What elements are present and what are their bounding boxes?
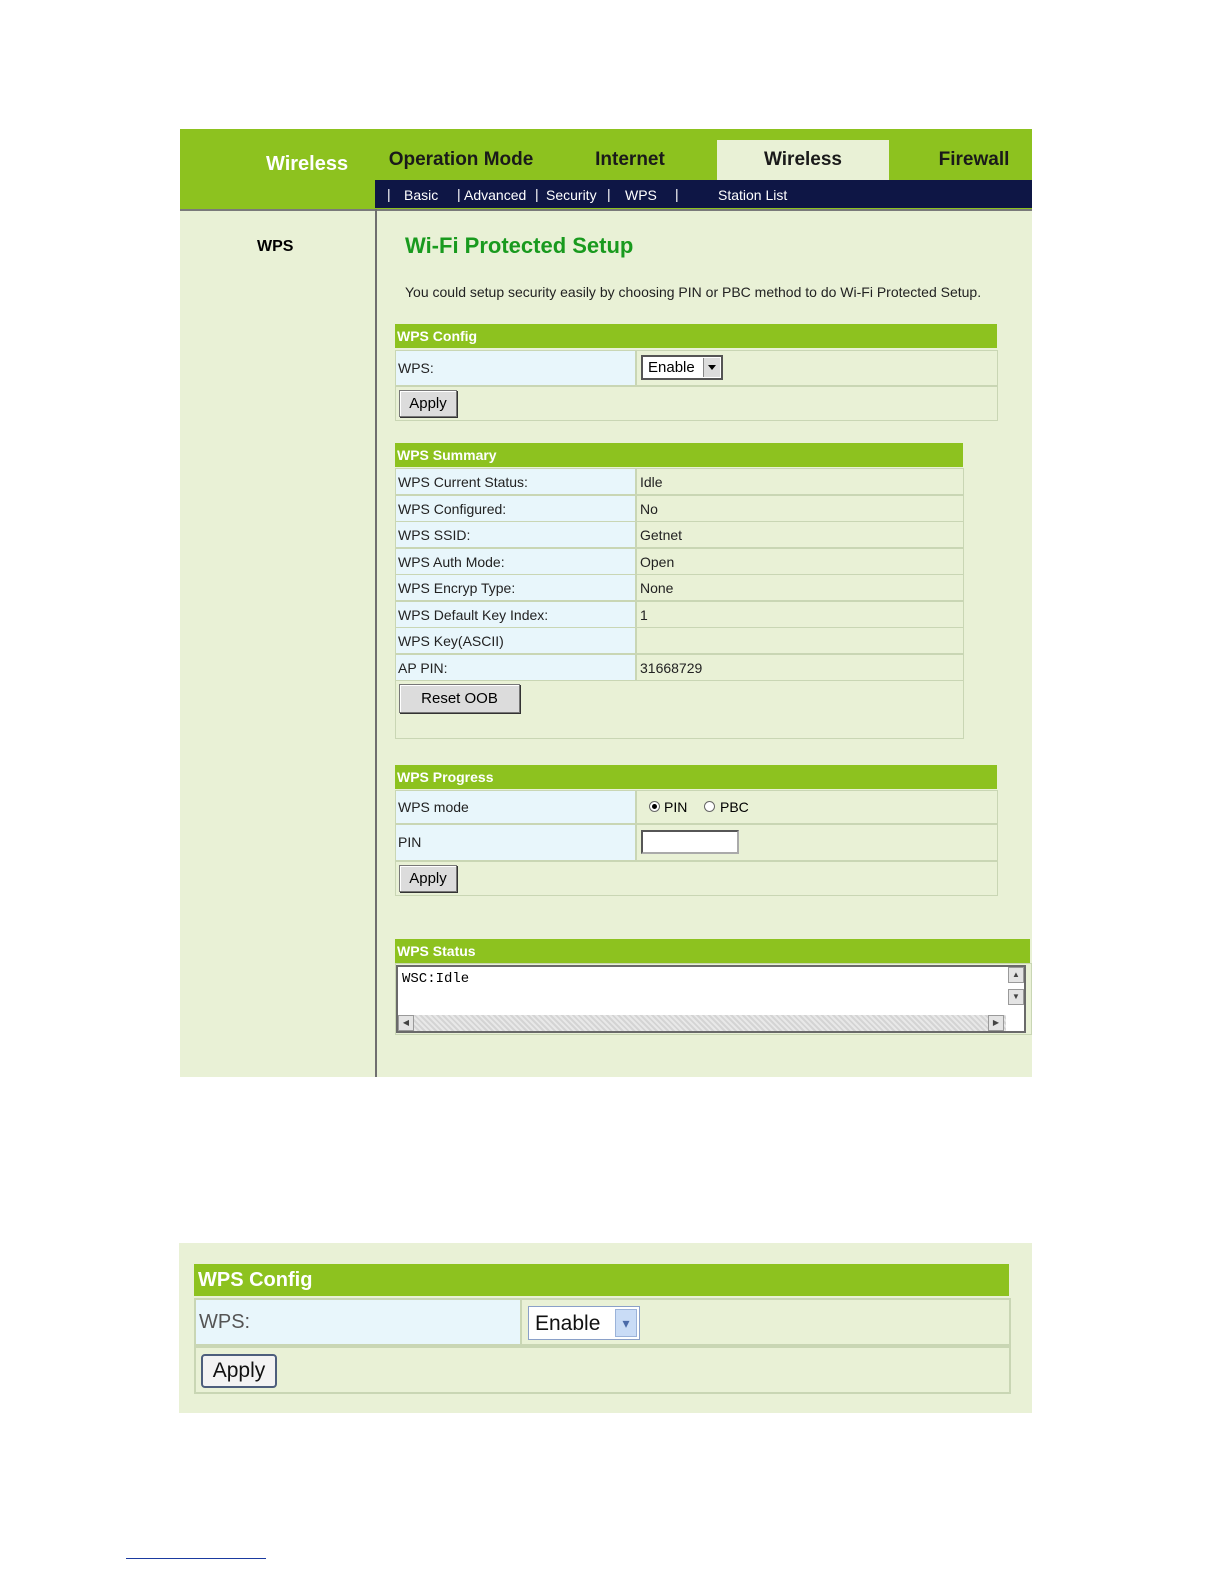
summary-label: WPS Auth Mode: [396,549,637,574]
pin-radio[interactable] [649,801,660,812]
summary-value [637,628,963,653]
header-divider [180,209,1032,211]
horizontal-scrollbar[interactable] [398,1015,1006,1031]
wps-config-apply-row [395,386,998,421]
subnav-separator: | [607,186,611,202]
tab-firewall[interactable]: Firewall [938,149,1010,170]
pin-label: PIN [396,825,637,860]
top-navigation-bar [180,129,1032,209]
zoomed-wps-enable-value: Enable [535,1312,601,1335]
summary-value: None [640,580,674,596]
scroll-up-icon[interactable]: ▲ [1008,967,1024,983]
wps-progress-header: WPS Progress [395,765,997,789]
table-row [395,654,964,681]
zoomed-wps-enable-select[interactable] [528,1306,640,1340]
zoomed-wps-enable-row [194,1298,1011,1346]
wps-enable-row [395,350,998,386]
pin-radio-label: PIN [664,799,688,815]
subnav-separator: | [535,186,539,202]
summary-value: Idle [640,474,663,490]
sub-navigation [375,180,1032,208]
summary-value: Open [640,554,675,570]
sidebar-divider [375,209,377,1077]
table-row [395,495,964,522]
zoomed-wps-config-header: WPS Config [194,1264,1009,1296]
scroll-left-icon[interactable]: ◀ [398,1015,414,1031]
wps-config-header: WPS Config [395,324,997,348]
pin-row [395,824,998,861]
scroll-down-icon[interactable]: ▼ [1008,989,1024,1005]
zoomed-apply-button[interactable]: Apply [201,1354,277,1388]
table-row [395,468,964,495]
pin-input[interactable] [641,830,739,854]
summary-label: WPS Default Key Index: [396,602,637,627]
summary-label: WPS Configured: [396,496,637,521]
subnav-separator: | [457,186,461,202]
wps-summary-header: WPS Summary [395,443,963,467]
subnav-separator: | [675,186,679,202]
footnote-divider [126,1558,266,1559]
table-row [395,627,964,654]
wps-label: WPS: [396,351,637,385]
reset-oob-row [395,680,964,739]
scroll-right-icon[interactable]: ▶ [988,1015,1004,1031]
tab-operation-mode[interactable]: Operation Mode [388,149,534,170]
wps-status-textarea[interactable] [396,965,1026,1033]
chevron-down-icon [703,358,720,377]
wps-status-text: WSC:Idle [402,971,470,987]
table-row [395,548,964,575]
wps-mode-label: WPS mode [396,791,637,823]
wps-enable-select[interactable] [641,355,723,380]
summary-label: WPS Key(ASCII) [396,628,637,653]
zoomed-wps-label: WPS: [196,1300,522,1344]
subnav-station-list[interactable]: Station List [718,187,788,203]
subnav-wps[interactable]: WPS [625,187,657,203]
summary-label: WPS Current Status: [396,469,637,494]
subnav-basic[interactable]: Basic [404,187,439,203]
section-title: Wireless [266,153,349,175]
pbc-radio-label: PBC [720,799,749,815]
table-row [395,601,964,628]
page-title: Wi-Fi Protected Setup [405,233,634,258]
pbc-radio[interactable] [704,801,715,812]
wps-progress-apply-button[interactable]: Apply [399,865,457,892]
tab-wireless[interactable]: Wireless [717,140,889,180]
zoomed-apply-row [194,1346,1011,1394]
summary-value: Getnet [640,527,683,543]
wps-config-apply-button[interactable]: Apply [399,390,457,417]
reset-oob-button[interactable]: Reset OOB [399,684,520,713]
page-description: You could setup security easily by choosing PIN or PBC method to do Wi-Fi Protected Setup. [405,284,982,300]
summary-label: WPS Encryp Type: [396,575,637,600]
wps-status-header: WPS Status [395,939,1030,963]
tab-internet[interactable]: Internet [595,149,665,170]
wps-progress-apply-row [395,861,998,896]
wps-mode-row [395,790,998,824]
subnav-security[interactable]: Security [546,187,597,203]
summary-value: 1 [640,607,648,623]
summary-value: 31668729 [640,660,703,676]
summary-label: AP PIN: [396,655,637,680]
zoomed-wps-config-screenshot [179,1243,1032,1413]
table-row [395,521,964,548]
router-admin-screenshot [180,129,1032,1077]
wps-enable-value: Enable [648,359,695,376]
subnav-advanced[interactable]: Advanced [464,187,527,203]
subnav-separator: | [387,186,391,202]
table-row [395,574,964,601]
chevron-down-icon: ▾ [615,1309,637,1337]
summary-label: WPS SSID: [396,522,637,547]
sidebar-item-wps[interactable]: WPS [257,238,294,255]
summary-value: No [640,501,658,517]
